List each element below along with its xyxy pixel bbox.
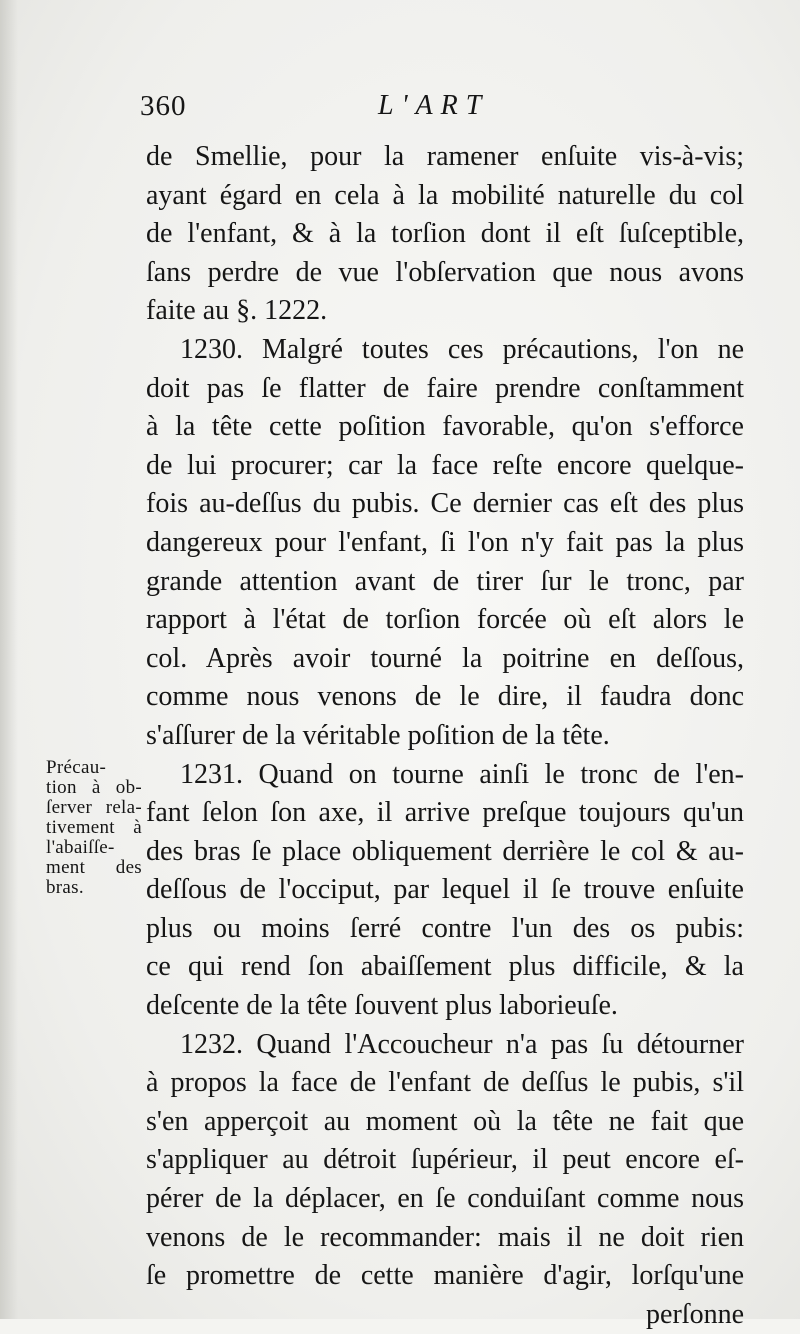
- gutter-shadow: [0, 0, 18, 1319]
- margin-note-line: ment des: [46, 857, 142, 878]
- text-line: dangereux pour l'enfant, ſi l'on n'y fait pas la plus: [146, 526, 744, 558]
- text-line: comme nous venons de le dire, il faudra donc: [146, 681, 744, 713]
- catchword: perſonne: [646, 1298, 744, 1330]
- running-title: L'ART: [378, 90, 490, 121]
- paragraph-continuation: [146, 138, 744, 331]
- text-line: fois au-deſſus du pubis. Ce dernier cas eſt des plus: [146, 488, 744, 520]
- text-line: ce qui rend ſon abaiſſement plus difficile, & la: [146, 951, 744, 983]
- text-line: rapport à l'état de torſion forcée où eſt alors le: [146, 604, 744, 636]
- paragraph-1232: [146, 1026, 744, 1296]
- text-line: s'en apperçoit au moment où la tête ne fait que: [146, 1105, 744, 1137]
- margin-note-line: ſerver rela-: [46, 797, 142, 818]
- text-line: de lui procurer; car la face reſte encore quelque-: [146, 449, 744, 481]
- text-line: faite au §. 1222.: [146, 295, 328, 327]
- text-line: deſſous de l'occiput, par lequel il ſe trouve enſuite: [146, 874, 744, 906]
- text-line: 1231. Quand on tourne ainſi le tronc de l'en-: [180, 758, 744, 790]
- text-line: à propos la face de l'enfant de deſſus le pubis, s'il: [146, 1067, 744, 1099]
- margin-note-line: Précau-: [46, 757, 107, 778]
- text-line: grande attention avant de tirer ſur le tronc, par: [146, 565, 744, 597]
- margin-note-line: l'abaiſſe-: [46, 837, 115, 858]
- text-line: pérer de la déplacer, en ſe conduiſant comme nous: [146, 1183, 744, 1215]
- text-line: fant ſelon ſon axe, il arrive preſque toujours qu'un: [146, 797, 744, 829]
- text-line: de l'enfant, & à la torſion dont il eſt ſuſceptible,: [146, 218, 744, 250]
- margin-note-line: tion à ob-: [46, 777, 142, 798]
- text-line: de Smellie, pour la ramener enſuite vis-à-vis;: [146, 141, 744, 172]
- text-line: à la tête cette poſition favorable, qu'on s'efforce: [146, 411, 744, 443]
- text-line: 1230. Malgré toutes ces précautions, l'on ne: [180, 333, 744, 365]
- text-line: ſans perdre de vue l'obſervation que nous avons: [146, 256, 744, 288]
- text-line: ayant égard en cela à la mobilité naturelle du col: [146, 179, 744, 211]
- text-line: doit pas ſe flatter de faire prendre conſtamment: [146, 372, 744, 404]
- text-line: des bras ſe place obliquement derrière le col & au-: [146, 835, 744, 867]
- text-line: venons de le recommander: mais il ne doit rien: [146, 1221, 744, 1253]
- paragraph-1230: [146, 331, 744, 756]
- text-line: deſcente de la tête ſouvent plus laborieuſe.: [146, 990, 618, 1022]
- text-line: col. Après avoir tourné la poitrine en deſſous,: [146, 642, 744, 674]
- text-line: ſe promettre de cette manière d'agir, lorſqu'une: [146, 1260, 744, 1292]
- text-line: plus ou moins ſerré contre l'un des os pubis:: [146, 912, 744, 944]
- page-number: 360: [140, 90, 187, 122]
- body-text: [146, 138, 744, 1334]
- paragraph-1231: [146, 756, 744, 1026]
- text-line: 1232. Quand l'Accoucheur n'a pas ſu détourner: [180, 1028, 744, 1060]
- text-line: s'appliquer au détroit ſupérieur, il peut encore eſ-: [146, 1144, 744, 1176]
- margin-note: [46, 758, 142, 898]
- page-header: [140, 90, 740, 130]
- margin-note-line: bras.: [46, 877, 84, 898]
- margin-note-line: tivement à: [46, 817, 142, 838]
- text-line: s'aſſurer de la véritable poſition de la tête.: [146, 719, 610, 751]
